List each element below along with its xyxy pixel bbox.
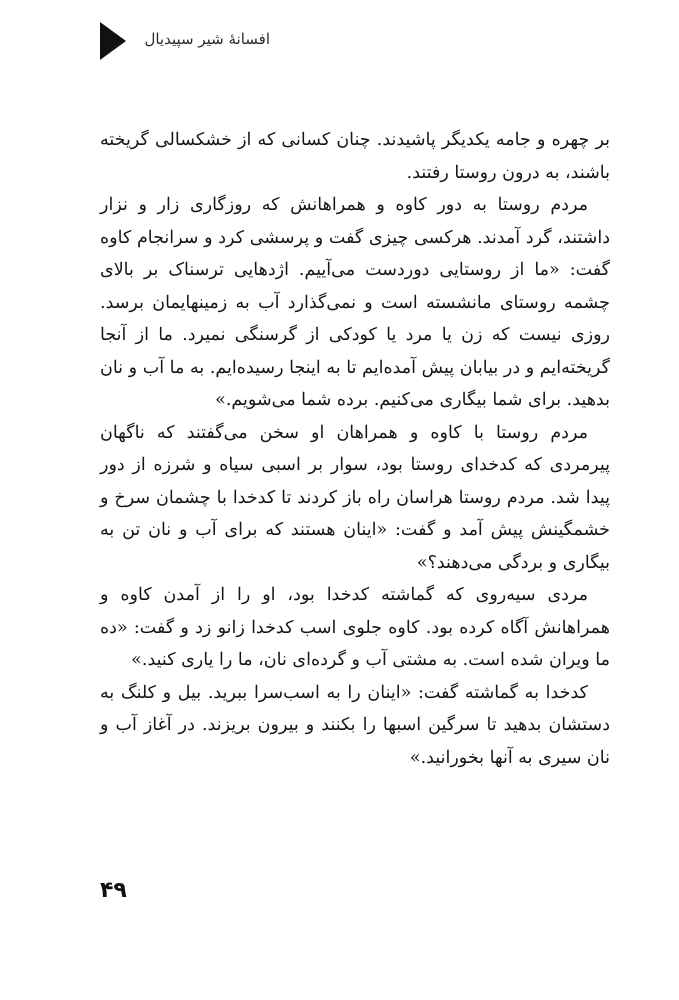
paragraph: مردی سیه‌روی که گماشته کدخدا بود، او را از آمدن کاوه و همراهانش آگاه کرده بود. کاوه جلوی اسب کدخدا زانو زد و گفت: «ده ما ویران شده است. به مشتی آب و گرده‌ای نان، ما را یاری کنید.» xyxy=(100,585,610,670)
page-number: ۴۹ xyxy=(100,878,127,903)
body-text xyxy=(100,124,610,774)
paragraph: بر چهره و جامه یکدیگر پاشیدند. چنان کسانی که از خشکسالی گریخته باشند، به درون روستا رفتند. xyxy=(100,130,610,183)
running-header-title: افسانهٔ شیر سپیدیال xyxy=(144,30,270,48)
running-header xyxy=(100,22,610,62)
triangle-right-icon xyxy=(100,22,126,60)
paragraph: کدخدا به گماشته گفت: «اینان را به اسب‌سرا ببرید. بیل و کلنگ به دستشان بدهید تا سرگین اسبها را بکنند و بیرون بریزند. در آغاز آب و نان سیری به آنها بخورانید.» xyxy=(100,682,610,768)
paragraph: مردم روستا با کاوه و همراهان او سخن می‌گفتند که ناگهان پیرمردی که کدخدای روستا بود، سوار بر اسبی سیاه و شرزه از دور پیدا شد. مردم روستا هراسان راه باز کردند تا کدخدا با چشمان سرخ و خشمگینش پیش آمد و گفت: «اینان هستند که برای آب و نان تن به بیگاری و بردگی می‌دهند؟» xyxy=(100,422,610,573)
paragraph: مردم روستا به دور کاوه و همراهانش که روزگاری زار و نزار داشتند، گرد آمدند. هرکسی چیزی گفت و پرسشی کرد و سرانجام کاوه گفت: «ما از روستایی دوردست می‌آییم. اژدهایی ترسناک بر بالای چشمه روستای مانشسته است و نمی‌گذارد آب به زمینهایمان برسد. روزی نیست که زن یا مرد یا کودکی از گرسنگی نمیرد. ما از آنجا گریخته‌ایم و در بیابان پیش آمده‌ایم تا به اینجا رسیده‌ایم. به ما آب و نان بدهید. برای شما بیگاری می‌کنیم. برده شما می‌شویم.» xyxy=(100,195,610,410)
